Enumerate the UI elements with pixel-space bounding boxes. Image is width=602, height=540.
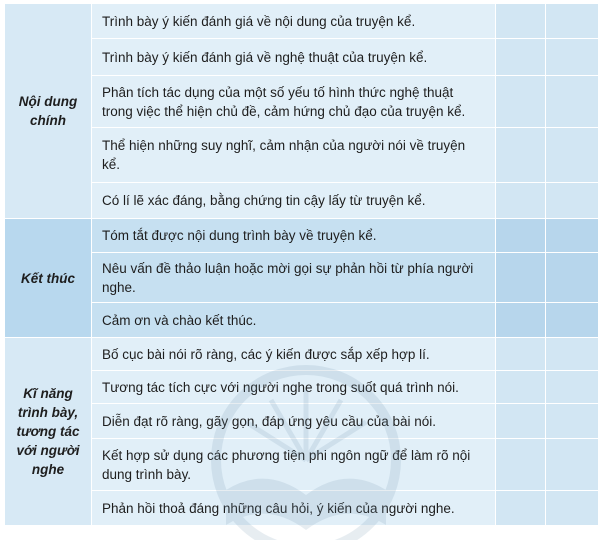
score-cell-a <box>496 303 546 338</box>
score-cell-b <box>546 404 599 439</box>
criterion-text: Cảm ơn và chào kết thúc. <box>102 312 257 328</box>
score-cell-a <box>496 219 546 253</box>
score-cell-b <box>546 338 599 371</box>
criterion-cell <box>92 338 496 371</box>
criterion-text: Kết hợp sử dụng các phương tiện phi ngôn ngữ để làm rõ nội dung trình bày. <box>102 447 471 482</box>
table-row <box>5 338 599 371</box>
score-cell-b <box>546 371 599 404</box>
criterion-text: Nêu vấn đề thảo luận hoặc mời gọi sự phản hồi từ phía người nghe. <box>102 260 474 295</box>
criterion-cell <box>92 303 496 338</box>
score-cell-a <box>496 128 546 183</box>
score-cell-b <box>546 491 599 526</box>
table-row <box>5 4 599 39</box>
score-cell-b <box>546 39 599 76</box>
table-row <box>5 219 599 253</box>
table-row <box>5 439 599 491</box>
table-row <box>5 183 599 219</box>
criterion-cell <box>92 439 496 491</box>
criterion-cell <box>92 183 496 219</box>
score-cell-b <box>546 128 599 183</box>
criterion-cell <box>92 4 496 39</box>
score-cell-b <box>546 76 599 128</box>
table-row <box>5 128 599 183</box>
criterion-text: Phản hồi thoả đáng những câu hỏi, ý kiến của người nghe. <box>102 500 455 516</box>
criterion-cell <box>92 128 496 183</box>
criterion-cell <box>92 39 496 76</box>
score-cell-a <box>496 253 546 303</box>
evaluation-table <box>4 3 599 526</box>
table-row <box>5 404 599 439</box>
table-row <box>5 253 599 303</box>
criterion-cell <box>92 371 496 404</box>
score-cell-a <box>496 491 546 526</box>
criterion-text: Có lí lẽ xác đáng, bằng chứng tin cậy lấy từ truyện kể. <box>102 193 426 208</box>
criterion-cell <box>92 404 496 439</box>
section-label-main-content: Nội dung chính <box>5 4 92 219</box>
section-label-conclusion: Kết thúc <box>5 219 92 338</box>
criterion-text: Thể hiện những suy nghĩ, cảm nhận của người nói về truyện kể. <box>102 138 466 172</box>
score-cell-a <box>496 404 546 439</box>
criterion-text: Trình bày ý kiến đánh giá về nghệ thuật của truyện kể. <box>102 49 428 65</box>
criterion-cell <box>92 219 496 253</box>
criterion-cell <box>92 253 496 303</box>
score-cell-b <box>546 219 599 253</box>
score-cell-a <box>496 4 546 39</box>
score-cell-b <box>546 439 599 491</box>
score-cell-b <box>546 4 599 39</box>
criterion-text: Tóm tắt được nội dung trình bày về truyện kể. <box>102 228 377 243</box>
score-cell-a <box>496 371 546 404</box>
table-row <box>5 303 599 338</box>
section-label-skills: Kĩ năng trình bày, tương tác với người nghe <box>5 338 92 526</box>
score-cell-b <box>546 183 599 219</box>
table-row <box>5 76 599 128</box>
table-row <box>5 371 599 404</box>
criterion-text: Phân tích tác dụng của một số yếu tố hình thức nghệ thuật trong việc thể hiện chủ đề, cảm hứng chủ đạo của truyện kể. <box>102 84 466 119</box>
criterion-cell <box>92 76 496 128</box>
score-cell-a <box>496 76 546 128</box>
score-cell-a <box>496 338 546 371</box>
score-cell-b <box>546 253 599 303</box>
table-row <box>5 491 599 526</box>
score-cell-a <box>496 39 546 76</box>
criterion-text: Trình bày ý kiến đánh giá về nội dung của truyện kể. <box>102 13 416 29</box>
criterion-cell <box>92 491 496 526</box>
score-cell-a <box>496 439 546 491</box>
table-row <box>5 39 599 76</box>
score-cell-a <box>496 183 546 219</box>
score-cell-b <box>546 303 599 338</box>
criterion-text: Diễn đạt rõ ràng, gãy gọn, đáp ứng yêu cầu của bài nói. <box>102 413 437 429</box>
criterion-text: Tương tác tích cực với người nghe trong suốt quá trình nói. <box>102 379 459 395</box>
criterion-text: Bố cục bài nói rõ ràng, các ý kiến được sắp xếp hợp lí. <box>102 346 430 362</box>
